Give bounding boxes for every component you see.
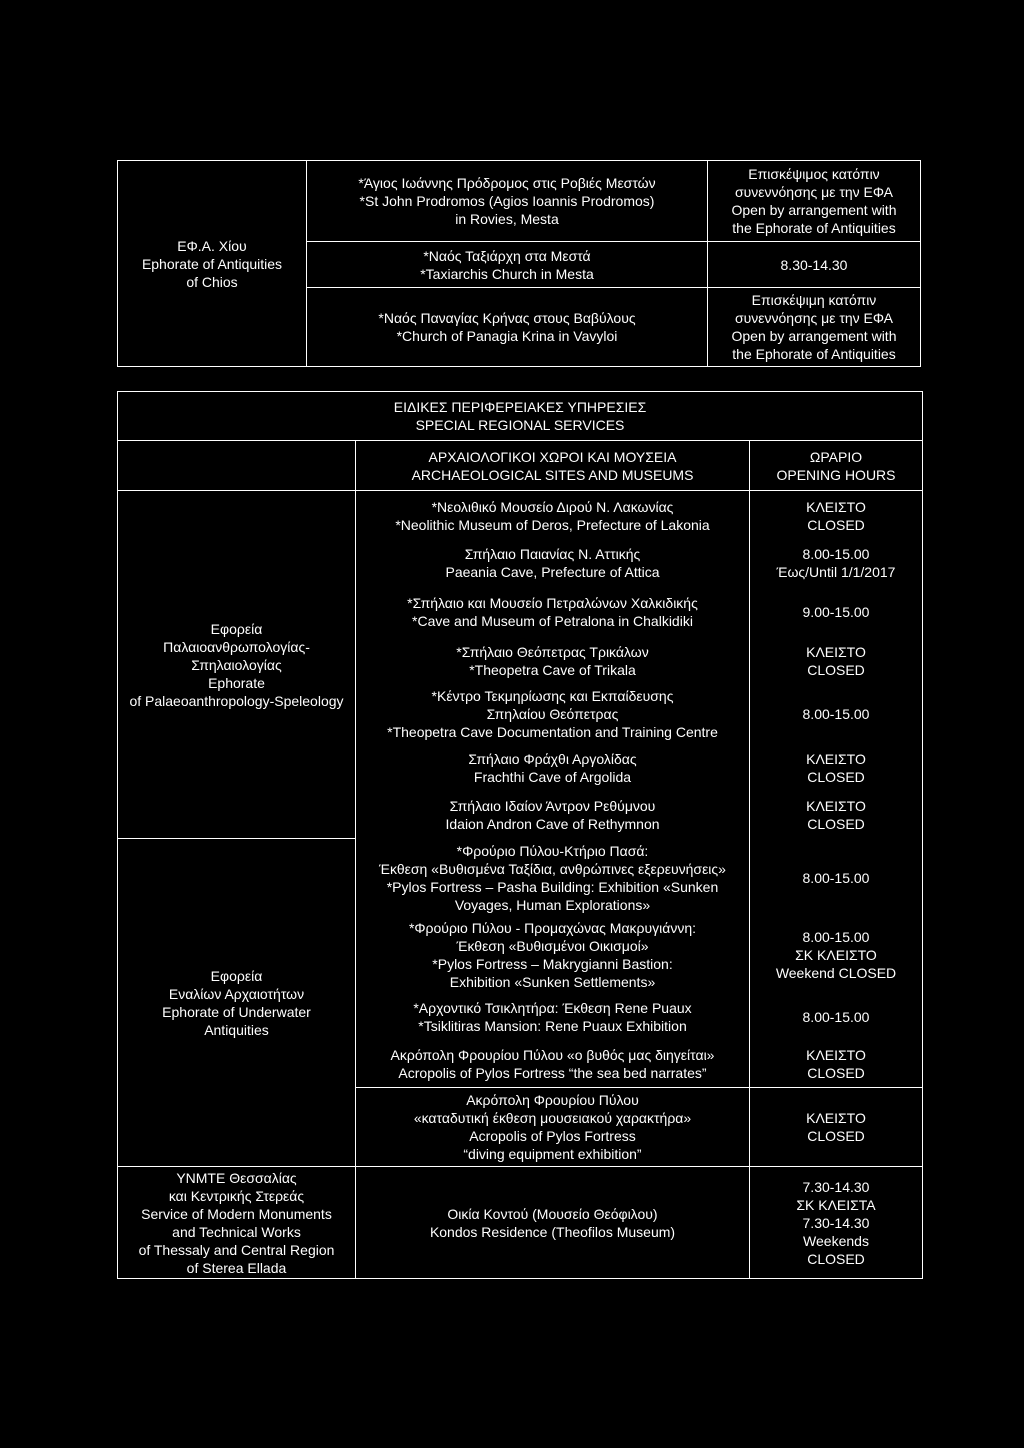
- site-kondos-residence: Οικία Κοντού (Μουσείο Θεόφιλου) Kondos Residence (Theofilos Museum): [429, 1205, 676, 1240]
- site-neolithic-museum-deros: *Νεολιθικό Μουσείο Διρού Ν. Λακωνίας *Neolithic Museum of Deros, Prefecture of Lakonia: [395, 499, 710, 533]
- hours-frachthi-cave: ΚΛΕΙΣΤΟ CLOSED: [806, 751, 866, 785]
- site-pylos-makrygianni-bastion: *Φρούριο Πύλου - Προμαχώνας Μακρυγιάννη: Έκθεση «Βυθισμένοι Οικισμοί» *Pylos Fortress – Makrygianni Bastion: Exhibition «Sunken Settlements»: [408, 920, 697, 990]
- site-theopetra-centre: *Κέντρο Τεκμηρίωσης και Εκπαίδευσης Σπηλαίου Θεόπετρας *Theopetra Cave Documentation and Training Centre: [387, 688, 718, 740]
- palaeoanthropology-ephorate: Εφορεία Παλαιοανθρωπολογίας- Σπηλαιολογίας Ephorate of Palaeoanthropology-Speleology: [129, 620, 344, 709]
- chios-hours-taxiarchis: 8.30-14.30: [780, 256, 848, 273]
- site-petralona-cave: *Σπήλαιο και Μουσείο Πετραλώνων Χαλκιδικής *Cave and Museum of Petralona in Chalkidiki: [407, 595, 698, 629]
- hours-tsiklitiras-mansion: 8.00-15.00: [802, 1009, 870, 1025]
- hours-theopetra-centre: 8.00-15.00: [802, 706, 870, 722]
- header-sites-column: ΑΡΧΑΙΟΛΟΓΙΚΟΙ ΧΩΡΟΙ ΚΑΙ ΜΟΥΣΕΙΑ ARCHAEOLOGICAL SITES AND MUSEUMS: [411, 448, 694, 483]
- chios-site-panagia-krina: *Ναός Παναγίας Κρήνας στους Βαβύλους *Church of Panagia Krina in Vavyloi: [378, 310, 636, 344]
- hours-pylos-acropolis-sea-bed: ΚΛΕΙΣΤΟ CLOSED: [806, 1047, 866, 1081]
- hours-kondos-residence: 7.30-14.30 ΣΚ ΚΛΕΙΣΤΑ 7.30-14.30 Weekends CLOSED: [796, 1178, 876, 1267]
- chios-ephorate: ΕΦ.Α. Χίου Ephorate of Antiquities of Chios: [141, 237, 283, 290]
- hours-theopetra-cave: ΚΛΕΙΣΤΟ CLOSED: [806, 644, 866, 678]
- site-idaion-andron-cave: Σπήλαιο Ιδαίον Άντρον Ρεθύμνου Idaion Andron Cave of Rethymnon: [445, 798, 660, 832]
- site-tsiklitiras-mansion: *Αρχοντικό Τσικλητήρα: Έκθεση Rene Puaux *Tsiklitiras Mansion: Rene Puaux Exhibition: [413, 1000, 692, 1034]
- site-frachthi-cave: Σπήλαιο Φράχθι Αργολίδας Frachthi Cave of Argolida: [468, 751, 637, 785]
- hours-pylos-pasha-building: 8.00-15.00: [802, 870, 870, 886]
- underwater-antiquities-ephorate: Εφορεία Εναλίων Αρχαιοτήτων Ephorate of Underwater Antiquities: [162, 967, 311, 1038]
- special-services-title: ΕΙΔΙΚΕΣ ΠΕΡΙΦΕΡΕΙΑΚΕΣ ΥΠΗΡΕΣΙΕΣ SPECIAL REGIONAL SERVICES: [393, 399, 647, 433]
- hours-neolithic-museum-deros: ΚΛΕΙΣΤΟ CLOSED: [806, 499, 866, 533]
- chios-site-agios-ioannis: *Άγιος Ιωάννης Πρόδρομος στις Ροβιές Μεστών *St John Prodromos (Agios Ioannis Prodromos) in Rovies, Mesta: [358, 175, 656, 227]
- site-pylos-acropolis-diving: Ακρόπολη Φρουρίου Πύλου «καταδυτική έκθεση μουσειακού χαρακτήρα» Acropolis of Pylos Fortress “diving equipment exhibition”: [413, 1092, 692, 1162]
- header-hours-column: ΩΡΑΡΙΟ OPENING HOURS: [776, 448, 896, 483]
- hours-petralona-cave: 9.00-15.00: [802, 604, 870, 620]
- site-paeania-cave: Σπήλαιο Παιανίας Ν. Αττικής Paeania Cave, Prefecture of Attica: [445, 546, 660, 580]
- hours-pylos-makrygianni-bastion: 8.00-15.00 ΣΚ ΚΛΕΙΣΤΟ Weekend CLOSED: [775, 929, 897, 981]
- hours-idaion-andron-cave: ΚΛΕΙΣΤΟ CLOSED: [806, 798, 866, 832]
- chios-hours-panagia-krina: Επισκέψιμη κατόπιν συνεννόησης με την ΕΦΑ Open by arrangement with the Ephorate of Antiquities: [731, 292, 897, 362]
- chios-site-taxiarchis: *Ναός Ταξιάρχη στα Μεστά *Taxiarchis Church in Mesta: [420, 247, 594, 282]
- site-pylos-pasha-building: *Φρούριο Πύλου-Κτήριο Πασά: Έκθεση «Βυθισμένα Ταξίδια, ανθρώπινες εξερευνήσεις» *Pylos Fortress – Pasha Building: Exhibition «Sunken Voyages, Human Explorations»: [379, 843, 726, 913]
- thessaly-monuments-service: ΥΝΜΤΕ Θεσσαλίας και Κεντρικής Στερεάς Service of Modern Monuments and Technical Works of Thessaly and Central Region of Sterea Ellada: [138, 1169, 335, 1276]
- hours-paeania-cave: 8.00-15.00 Έως/Until 1/1/2017: [776, 546, 896, 580]
- site-theopetra-cave: *Σπήλαιο Θεόπετρας Τρικάλων *Theopetra Cave of Trikala: [456, 644, 649, 678]
- chios-hours-agios-ioannis: Επισκέψιμος κατόπιν συνεννόησης με την ΕΦΑ Open by arrangement with the Ephorate of Antiquities: [731, 166, 897, 236]
- site-pylos-acropolis-sea-bed: Ακρόπολη Φρουρίου Πύλου «ο βυθός μας διηγείται» Acropolis of Pylos Fortress “the sea bed narrates”: [390, 1047, 715, 1081]
- hours-pylos-acropolis-diving: ΚΛΕΙΣΤΟ CLOSED: [806, 1110, 866, 1144]
